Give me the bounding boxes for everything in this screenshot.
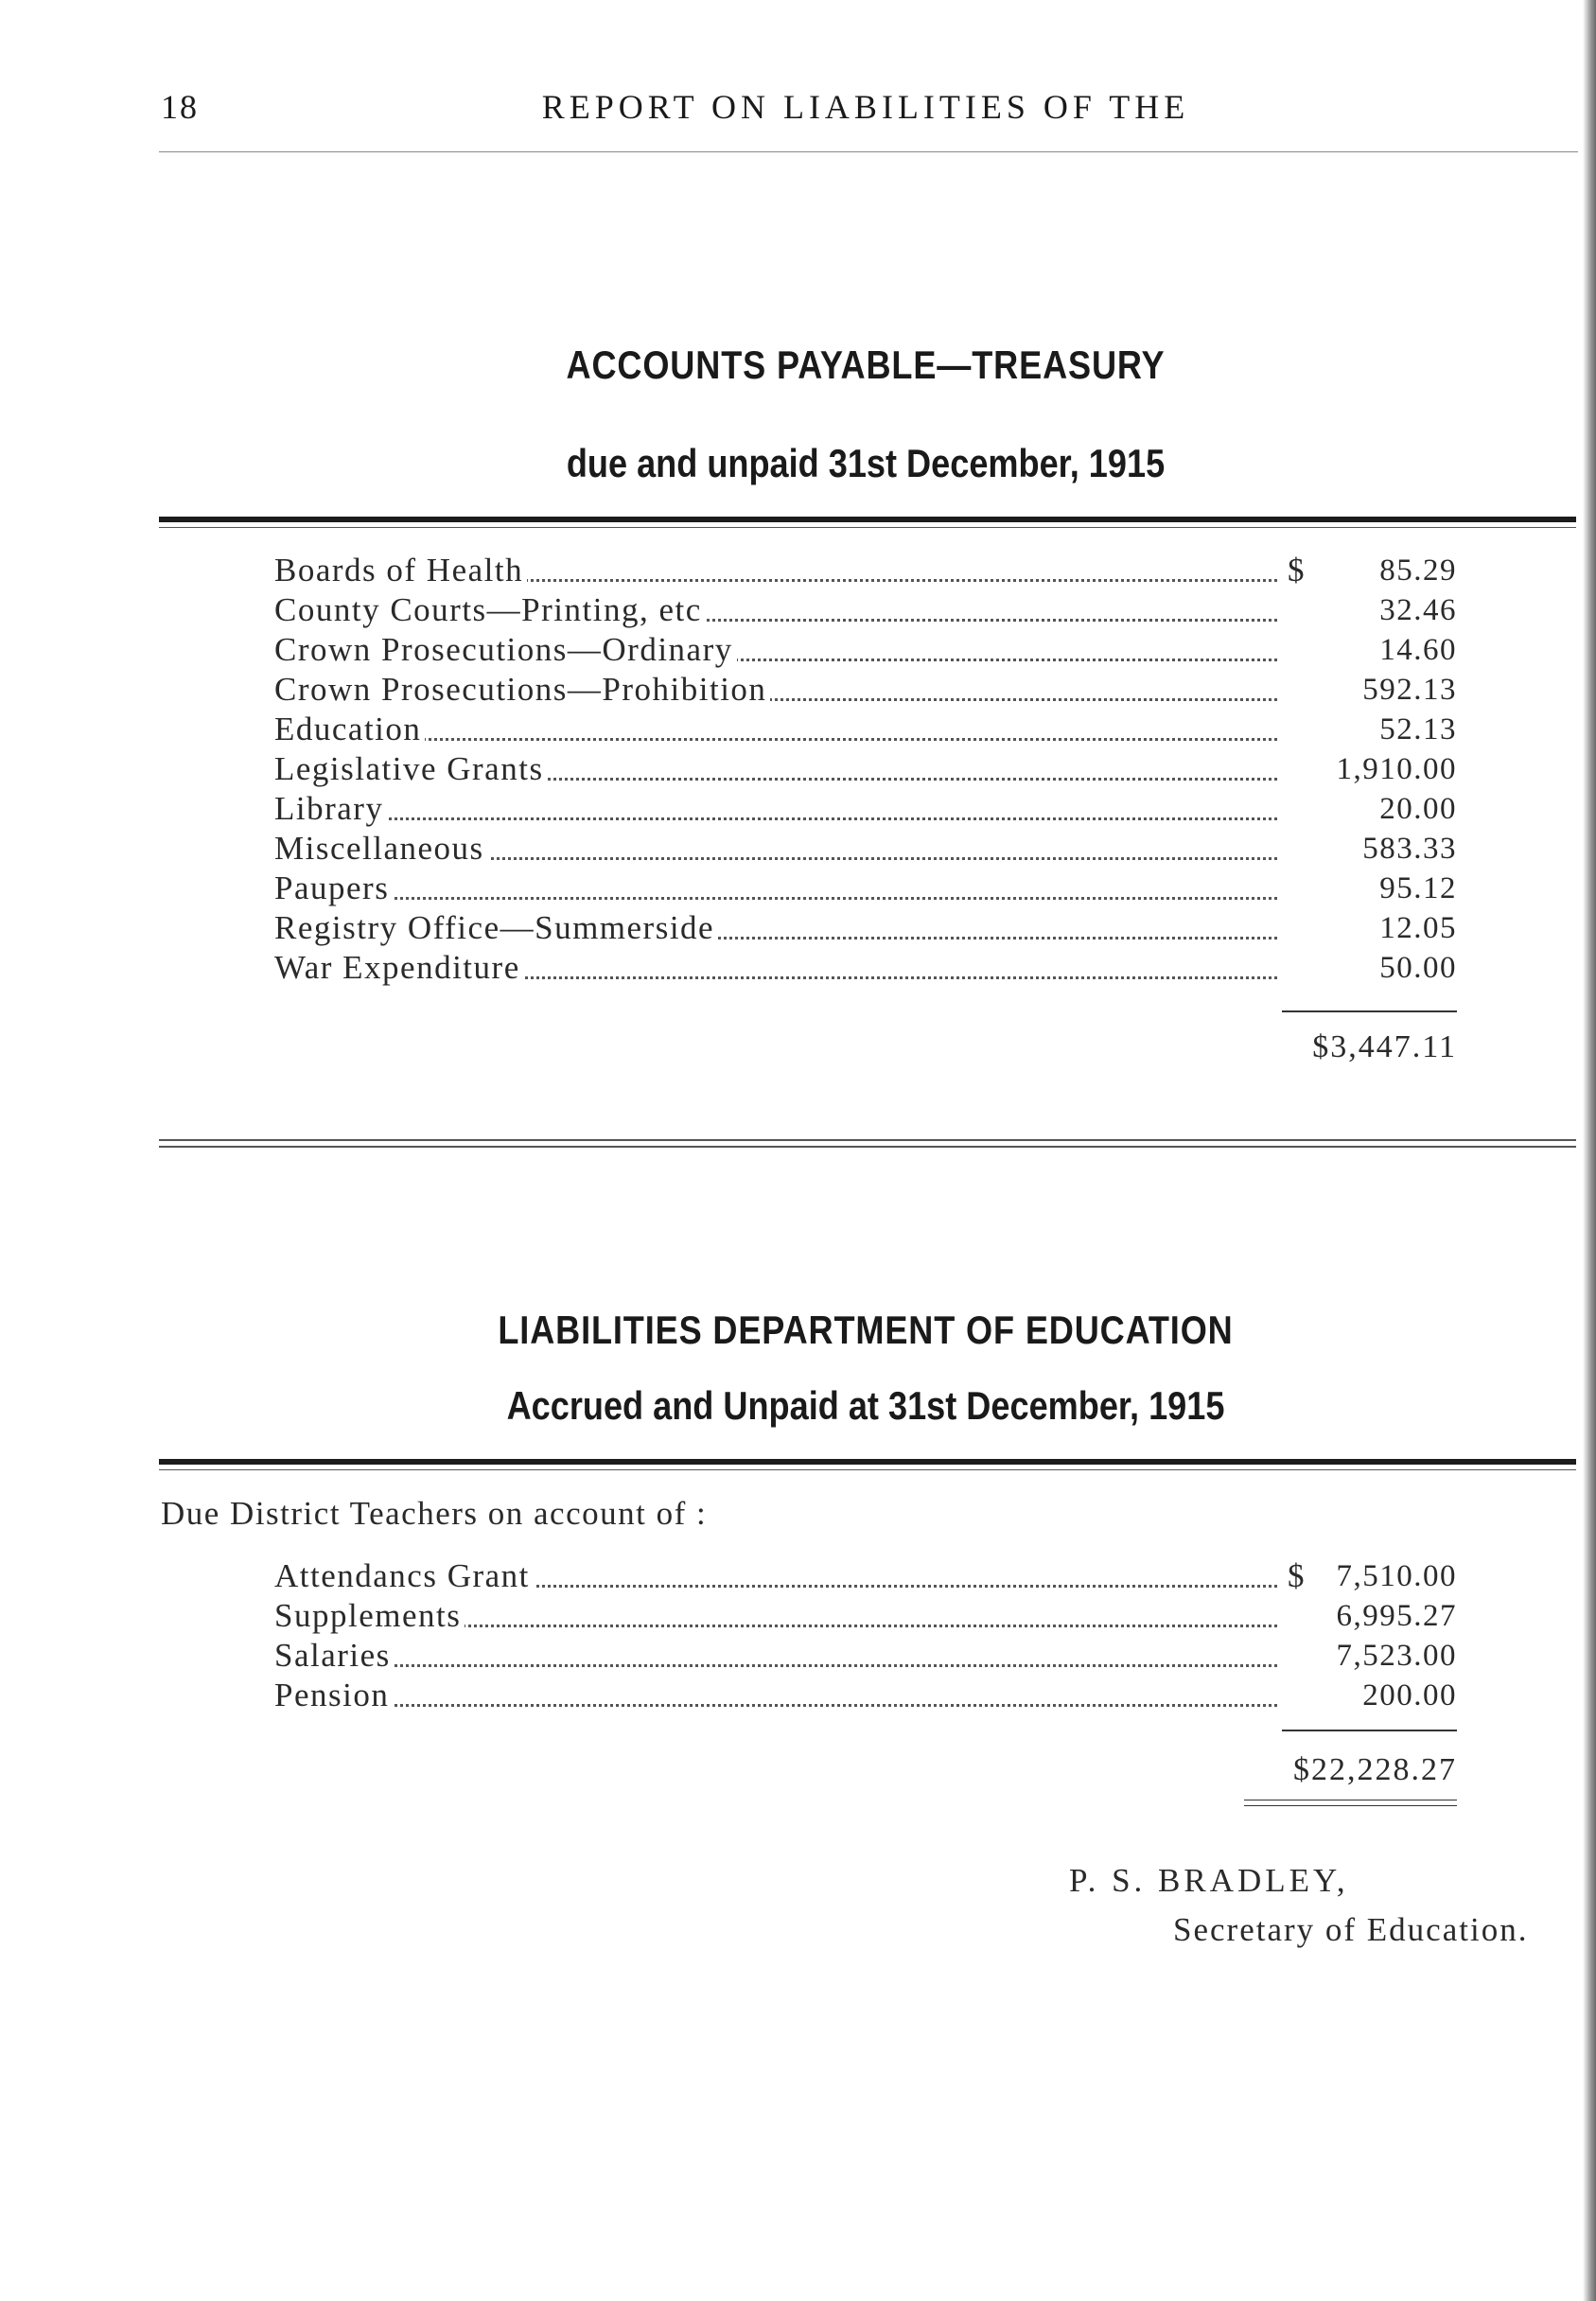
signatory-title: Secretary of Education. [1173, 1911, 1529, 1948]
dot-leader [274, 1704, 1277, 1707]
ledger-item-label: Library [274, 789, 387, 829]
ledger-item-label: Attendancs Grant [274, 1556, 534, 1596]
education-ledger [274, 1556, 1457, 1715]
treasury-subtitle: due and unpaid 31st December, 1915 [566, 441, 1166, 485]
ledger-row [274, 710, 1457, 749]
running-head [161, 87, 1570, 125]
treasury-sum-rule [1282, 1010, 1457, 1012]
ledger-item-amount: 32.46 [1315, 590, 1457, 630]
education-title: LIABILITIES DEPARTMENT OF EDUCATION [498, 1308, 1234, 1352]
ledger-row [274, 1676, 1457, 1715]
ledger-item-amount: 50.00 [1315, 948, 1457, 988]
section-divider [159, 1139, 1576, 1148]
ledger-row [274, 948, 1457, 988]
ledger-item-label: Education [274, 710, 425, 749]
ledger-item-amount: 6,995.27 [1315, 1596, 1457, 1636]
treasury-light-rule [159, 527, 1576, 528]
ledger-item-amount: 95.12 [1315, 869, 1457, 908]
signatory-name: P. S. BRADLEY, [1069, 1862, 1349, 1899]
ledger-row [274, 670, 1457, 710]
ledger-row [274, 590, 1457, 630]
education-intro: Due District Teachers on account of : [161, 1495, 708, 1532]
ledger-item-label: Crown Prosecutions—Prohibition [274, 670, 770, 710]
education-heavy-rule [159, 1459, 1576, 1465]
ledger-item-label: Pension [274, 1676, 393, 1715]
education-total: $22,228.27 [1293, 1752, 1457, 1787]
ledger-row [274, 1636, 1457, 1676]
ledger-row [274, 829, 1457, 869]
ledger-row [274, 908, 1457, 948]
ledger-item-amount: 583.33 [1315, 829, 1457, 869]
running-title: REPORT ON LIABILITIES OF THE [541, 88, 1190, 126]
ledger-item-label: County Courts—Printing, etc [274, 590, 706, 630]
ledger-row [274, 1556, 1457, 1596]
ledger-item-label: Legislative Grants [274, 749, 548, 789]
ledger-item-amount: 7,523.00 [1315, 1636, 1457, 1676]
ledger-item-amount: 7,510.00 [1315, 1556, 1457, 1596]
ledger-item-label: Paupers [274, 869, 393, 908]
treasury-title: ACCOUNTS PAYABLE—TREASURY [566, 343, 1166, 387]
ledger-item-amount: 592.13 [1315, 670, 1457, 710]
dot-leader [274, 897, 1277, 900]
page-number: 18 [161, 88, 199, 126]
ledger-item-label: Supplements [274, 1596, 465, 1636]
ledger-item-label: War Expenditure [274, 948, 524, 988]
ledger-item-amount: 200.00 [1315, 1676, 1457, 1715]
education-subtitle: Accrued and Unpaid at 31st December, 1915 [506, 1383, 1225, 1428]
ledger-item-label: Registry Office—Summerside [274, 908, 718, 948]
ledger-item-label: Salaries [274, 1636, 395, 1676]
ledger-item-amount: 1,910.00 [1315, 749, 1457, 789]
ledger-item-amount: 52.13 [1315, 710, 1457, 749]
treasury-ledger [274, 551, 1457, 988]
ledger-item-label: Miscellaneous [274, 829, 488, 869]
ledger-item-label: Boards of Health [274, 551, 527, 590]
ledger-item-amount: 85.29 [1315, 551, 1457, 590]
ledger-row [274, 789, 1457, 829]
ledger-item-amount: 14.60 [1315, 630, 1457, 670]
dot-leader [274, 817, 1277, 820]
currency-symbol: $ [1284, 551, 1306, 590]
ledger-item-label: Crown Prosecutions—Ordinary [274, 630, 737, 670]
education-light-rule [159, 1469, 1576, 1470]
ledger-row [274, 1596, 1457, 1636]
book-spine-shadow [1583, 0, 1596, 2301]
ledger-row [274, 551, 1457, 590]
treasury-total: $3,447.11 [1312, 1029, 1457, 1064]
education-sum-rule [1282, 1730, 1457, 1731]
ledger-row [274, 749, 1457, 789]
ledger-row [274, 630, 1457, 670]
dot-leader [274, 1664, 1277, 1667]
education-total-underline-2 [1244, 1805, 1457, 1806]
header-rule [159, 151, 1578, 152]
currency-symbol: $ [1284, 1556, 1306, 1596]
treasury-heavy-rule [159, 517, 1576, 522]
ledger-item-amount: 12.05 [1315, 908, 1457, 948]
ledger-item-amount: 20.00 [1315, 789, 1457, 829]
ledger-row [274, 869, 1457, 908]
